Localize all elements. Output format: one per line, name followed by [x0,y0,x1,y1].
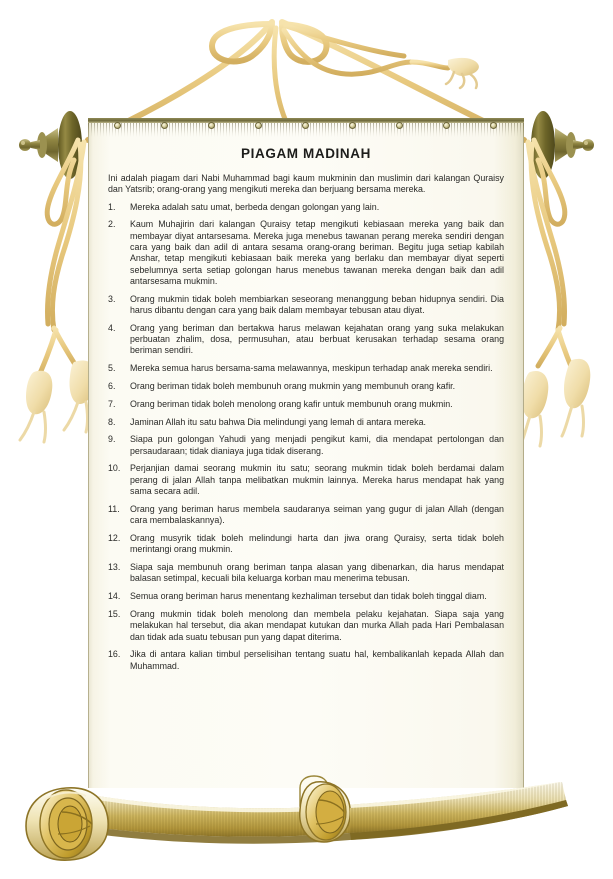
parchment-sheet [88,118,524,808]
rivet-icon [349,122,356,129]
left-tassel-pair-icon [38,140,84,378]
clause-item: Orang mukmin tidak boleh membiarkan seseorang menanggung beban hidupnya sendiri. Dia harus dibantu dengan cara yang baik dalam membayar tebusan atau diyat. [130,293,504,315]
rivet-icon [396,122,403,129]
rivet-icon [443,122,450,129]
clause-item: Siapa pun golongan Yahudi yang menjadi pengikut kami, dia mendapat pertolongan dan persaudaraan; tidak dianiaya juga tidak diserang. [130,434,504,456]
clause-item: Mereka semua harus bersama-sama melawannya, meskipun terhadap anak mereka sendiri. [130,363,493,374]
clause-item: Orang yang beriman dan bertakwa harus melawan kejahatan orang yang suka melakukan perbuatan zhalim, dosa, permusuhan, atau berbuat kerusakan terhadap sesama orang beriman sendiri. [130,322,504,356]
right-tassel-pair-icon [528,140,576,378]
document-intro-paragraph: Ini adalah piagam dari Nabi Muhammad bagi kaum mukminin dan muslimin dari kalangan Quraisy dan Yatsrib; orang-orang yang mengikuti mereka dan berjuang bersama mereka. [108,173,504,195]
document-body [108,146,504,678]
clause-item: Perjanjian damai seorang mukmin itu satu; seorang mukmin tidak boleh berdamai dalam perang di jalan Allah tanpa melibatkan mukmin lainnya. Mereka harus mendapat hak yang sama secara adil. [130,463,504,497]
page-title: PIAGAM MADINAH [241,146,371,161]
rivet-icon [490,122,497,129]
clause-item: Mereka adalah satu umat, berbeda dengan golongan yang lain. [130,201,380,212]
left-tassel-head-icon [20,361,96,442]
clause-list [108,202,504,672]
rivet-icon [302,122,309,129]
right-tassel-head-icon [520,359,590,446]
clause-item: Siapa saja membunuh orang beriman tanpa alasan yang dibenarkan, dia harus mendapat balasan setimpal, kecuali bila keluarga korban mau menerima tebusan. [130,562,504,584]
clause-item: Orang musyrik tidak boleh melindungi harta dan jiwa orang Quraisy, serta tidak boleh merintangi orang mukmin. [130,532,504,555]
clause-item: Jika di antara kalian timbul perselisihan tentang suatu hal, kembalikanlah kepada Allah dan Muhammad. [130,649,504,671]
clause-item: Orang yang beriman harus membela saudaranya seiman yang gugur di jalan Allah (dengan cara membalaskannya). [130,503,504,526]
rivet-icon [114,122,121,129]
rivet-icon [161,122,168,129]
clause-item: Kaum Muhajirin dari kalangan Quraisy tetap mengikuti kebiasaan mereka yang baik dan membayar diyat antarsesama. Mereka juga menebus tawanan perang mereka sendiri dengan cara yang baik dan adil di antara sesama orang-orang beriman. Begitu juga setiap kabilah Anshar, tetap mengikuti kebiasaan baik mereka yang berlaku dan membayar diyat seperti sebelumnya serta setiap golongan harus menebus tawanan mereka dengan baik dan adil antarsesama mukmin. [130,219,504,286]
rivet-icon [208,122,215,129]
clause-item: Orang beriman tidak boleh menolong orang kafir untuk membunuh orang mukmin. [130,398,453,409]
left-finial-icon [19,111,82,179]
right-finial-icon [531,111,594,179]
clause-item: Jaminan Allah itu satu bahwa Dia melindungi yang lemah di antara mereka. [130,416,427,427]
clause-item: Orang mukmin tidak boleh menolong dan membela pelaku kejahatan. Siapa saja yang melakukan hal tersebut, dia akan mendapat kutukan dan murka Allah pada Hari Pembalasan dan tidak ada suatu tebusan pun yang dapat diterima. [130,608,504,642]
rivet-icon [255,122,262,129]
clause-item: Semua orang beriman harus menentang kezhaliman tersebut dan tidak boleh tinggal diam. [130,591,487,602]
top-cord-tassel-icon [446,58,479,88]
clause-item: Orang beriman tidak boleh membunuh orang mukmin yang membunuh orang kafir. [130,380,456,391]
